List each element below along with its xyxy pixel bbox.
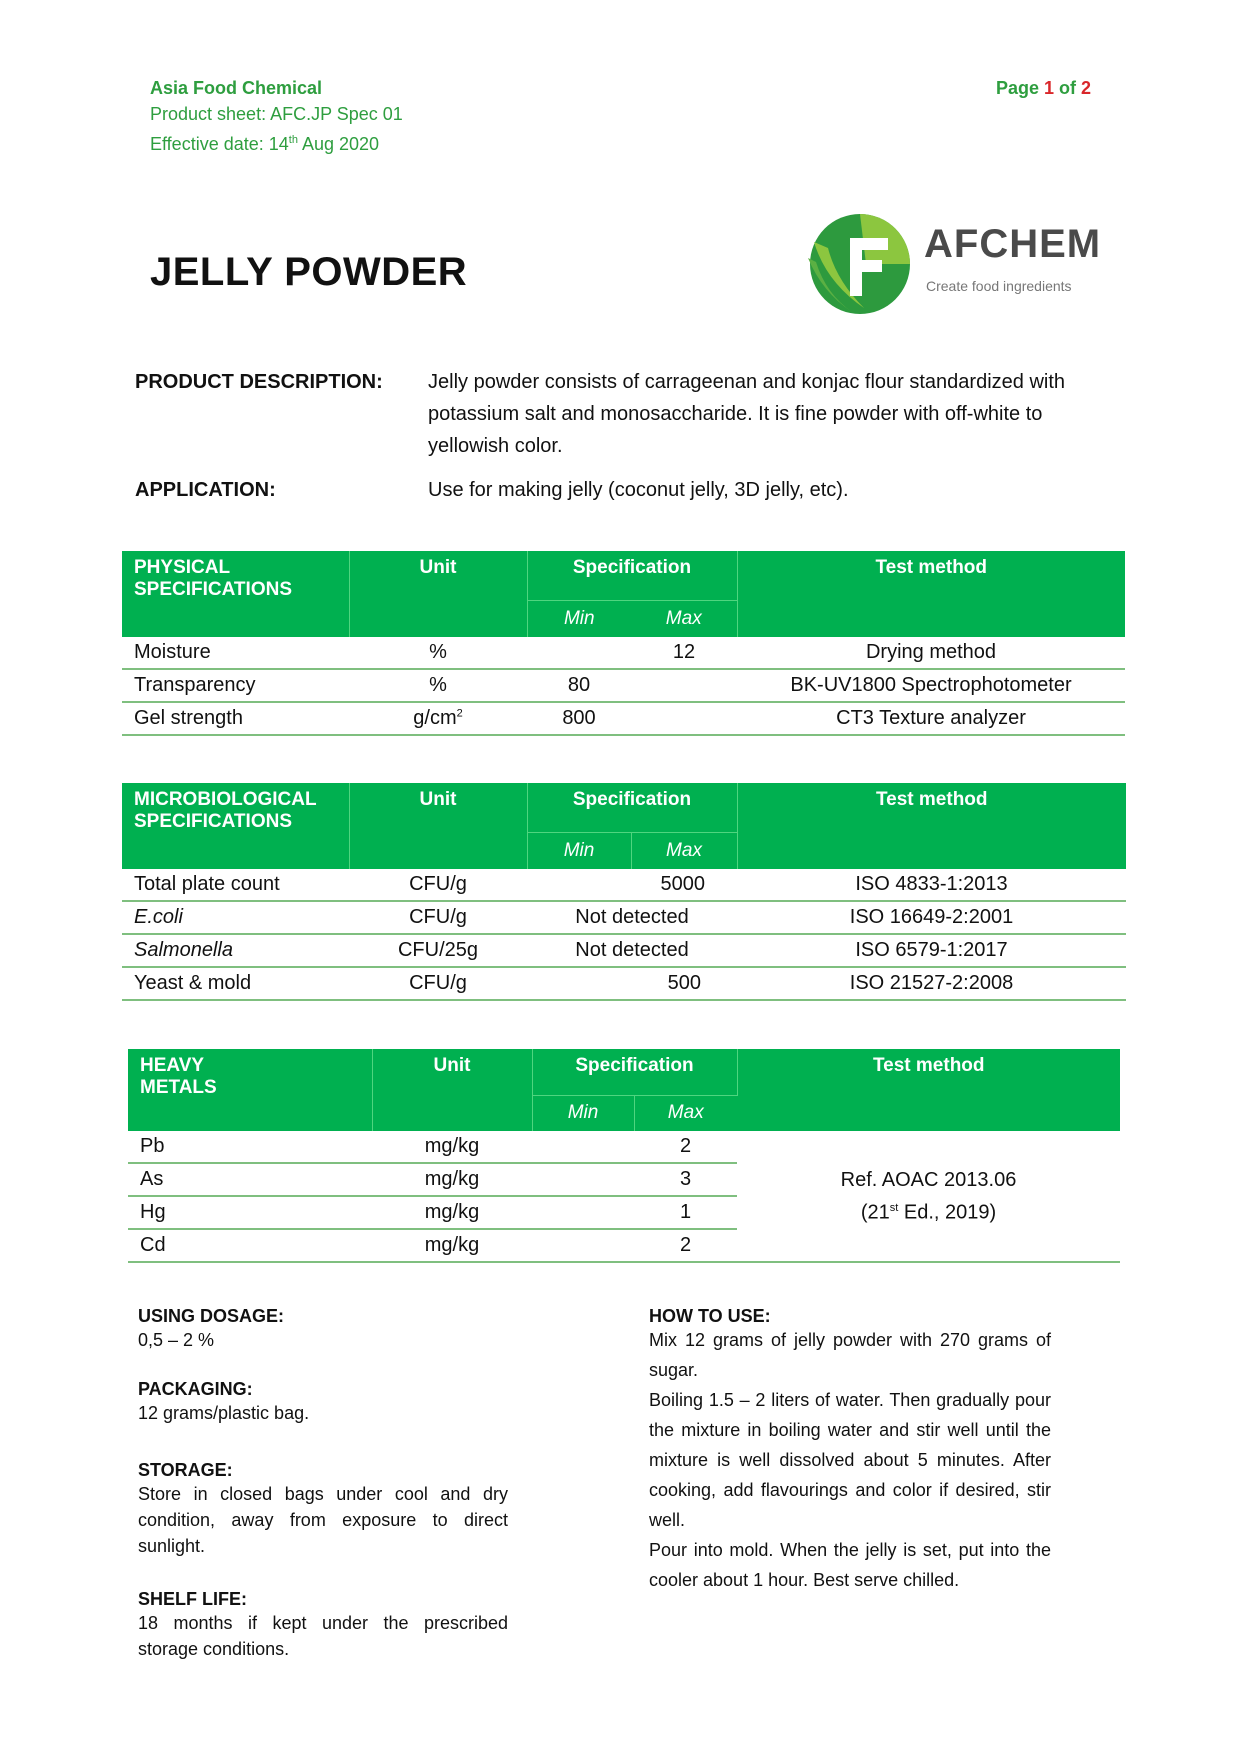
table-row: Yeast & mold CFU/g 500 ISO 21527-2:2008 (122, 967, 1126, 1000)
physical-header: PHYSICAL SPECIFICATIONS (122, 551, 349, 637)
logo-brand: AFCHEM (924, 222, 1102, 266)
unit-header: Unit (349, 551, 527, 637)
unit-header: Unit (372, 1049, 532, 1131)
min-header: Min (527, 832, 631, 869)
effective-date: Effective date: 14th Aug 2020 (150, 134, 380, 154)
product-sheet-id: Product sheet: AFC.JP Spec 01 (150, 104, 403, 124)
min-header: Min (532, 1095, 634, 1131)
microbiological-header: MICROBIOLOGICAL SPECIFICATIONS (122, 783, 349, 869)
how-to-use-section (649, 1306, 1051, 1595)
heavy-metals-header: HEAVY METALS (128, 1049, 372, 1131)
test-method-header: Test method (737, 783, 1126, 869)
logo-tagline: Create food ingredients (926, 278, 1072, 294)
table-row: As mg/kg 3 (128, 1163, 1120, 1196)
table-row: Total plate count CFU/g 5000 ISO 4833-1:2013 (122, 869, 1126, 901)
specification-header: Specification (527, 783, 737, 832)
table-row: Pb mg/kg 2 Ref. AOAC 2013.06 (21st Ed., 2019) (128, 1131, 1120, 1163)
how-to-use-step-2: Boiling 1.5 – 2 liters of water. Then gradually pour the mixture in boiling water and stir well until the mixture is well dissolved about 5 minutes. After cooking, add flavourings and color if desired, stir well. (649, 1390, 1051, 1530)
application-text: Use for making jelly (coconut jelly, 3D jelly, etc). (428, 479, 849, 501)
how-to-use-step-3: Pour into mold. When the jelly is set, put into the cooler about 1 hour. Best serve chilled. (649, 1540, 1051, 1590)
page-number: Page 1 of 2 (996, 78, 1092, 98)
max-header: Max (634, 1095, 737, 1131)
how-to-use-step-1: Mix 12 grams of jelly powder with 270 grams of sugar. (649, 1330, 1051, 1380)
application-label: APPLICATION: (135, 479, 276, 501)
table-row: E.coli CFU/g Not detected ISO 16649-2:2001 (122, 901, 1126, 934)
min-header: Min (527, 600, 631, 637)
physical-spec-table (122, 551, 1125, 736)
page-title: JELLY POWDER (150, 250, 468, 294)
description-label: PRODUCT DESCRIPTION: (135, 371, 383, 393)
max-header: Max (631, 832, 737, 869)
specification-header: Specification (532, 1049, 737, 1095)
heavy-metals-method: Ref. AOAC 2013.06 (21st Ed., 2019) (737, 1131, 1120, 1262)
shelf-life-label: SHELF LIFE: (138, 1589, 247, 1609)
dosage-text: 0,5 – 2 % (138, 1330, 215, 1350)
table-row: Gel strength $g/cm^2$ 800 CT3 Texture analyzer (122, 702, 1125, 735)
max-header: Max (631, 600, 737, 637)
left-info-column (138, 1306, 508, 1662)
storage-text: Store in closed bags under cool and dry condition, away from exposure to direct sunlight. (138, 1484, 508, 1556)
test-method-header: Test method (737, 551, 1125, 637)
packaging-text: 12 grams/plastic bag. (138, 1403, 310, 1423)
unit-header: Unit (349, 783, 527, 869)
table-row: Hg mg/kg 1 (128, 1196, 1120, 1229)
table-row: Transparency % 80 BK-UV1800 Spectrophotometer (122, 669, 1125, 702)
description-text: Jelly powder consists of carrageenan and konjac flour standardized with potassium salt and monosaccharide. It is fine powder with off-white to yellowish color. (428, 371, 1066, 457)
test-method-header: Test method (737, 1049, 1120, 1131)
table-row: Cd mg/kg 2 (128, 1229, 1120, 1262)
afchem-logo-icon (806, 212, 910, 316)
storage-label: STORAGE: (138, 1460, 233, 1480)
how-to-use-label: HOW TO USE: (649, 1306, 771, 1326)
microbiological-spec-table (122, 783, 1126, 1001)
heavy-metals-table (128, 1049, 1120, 1263)
company-name: Asia Food Chemical (150, 78, 323, 98)
shelf-life-text: 18 months if kept under the prescribed storage conditions. (138, 1613, 508, 1659)
specification-header: Specification (527, 551, 737, 600)
document-header (150, 75, 403, 157)
packaging-label: PACKAGING: (138, 1379, 253, 1399)
dosage-label: USING DOSAGE: (138, 1306, 285, 1326)
table-row: Moisture % 12 Drying method (122, 637, 1125, 669)
table-row: Salmonella CFU/25g Not detected ISO 6579-1:2017 (122, 934, 1126, 967)
company-logo (806, 212, 1102, 316)
